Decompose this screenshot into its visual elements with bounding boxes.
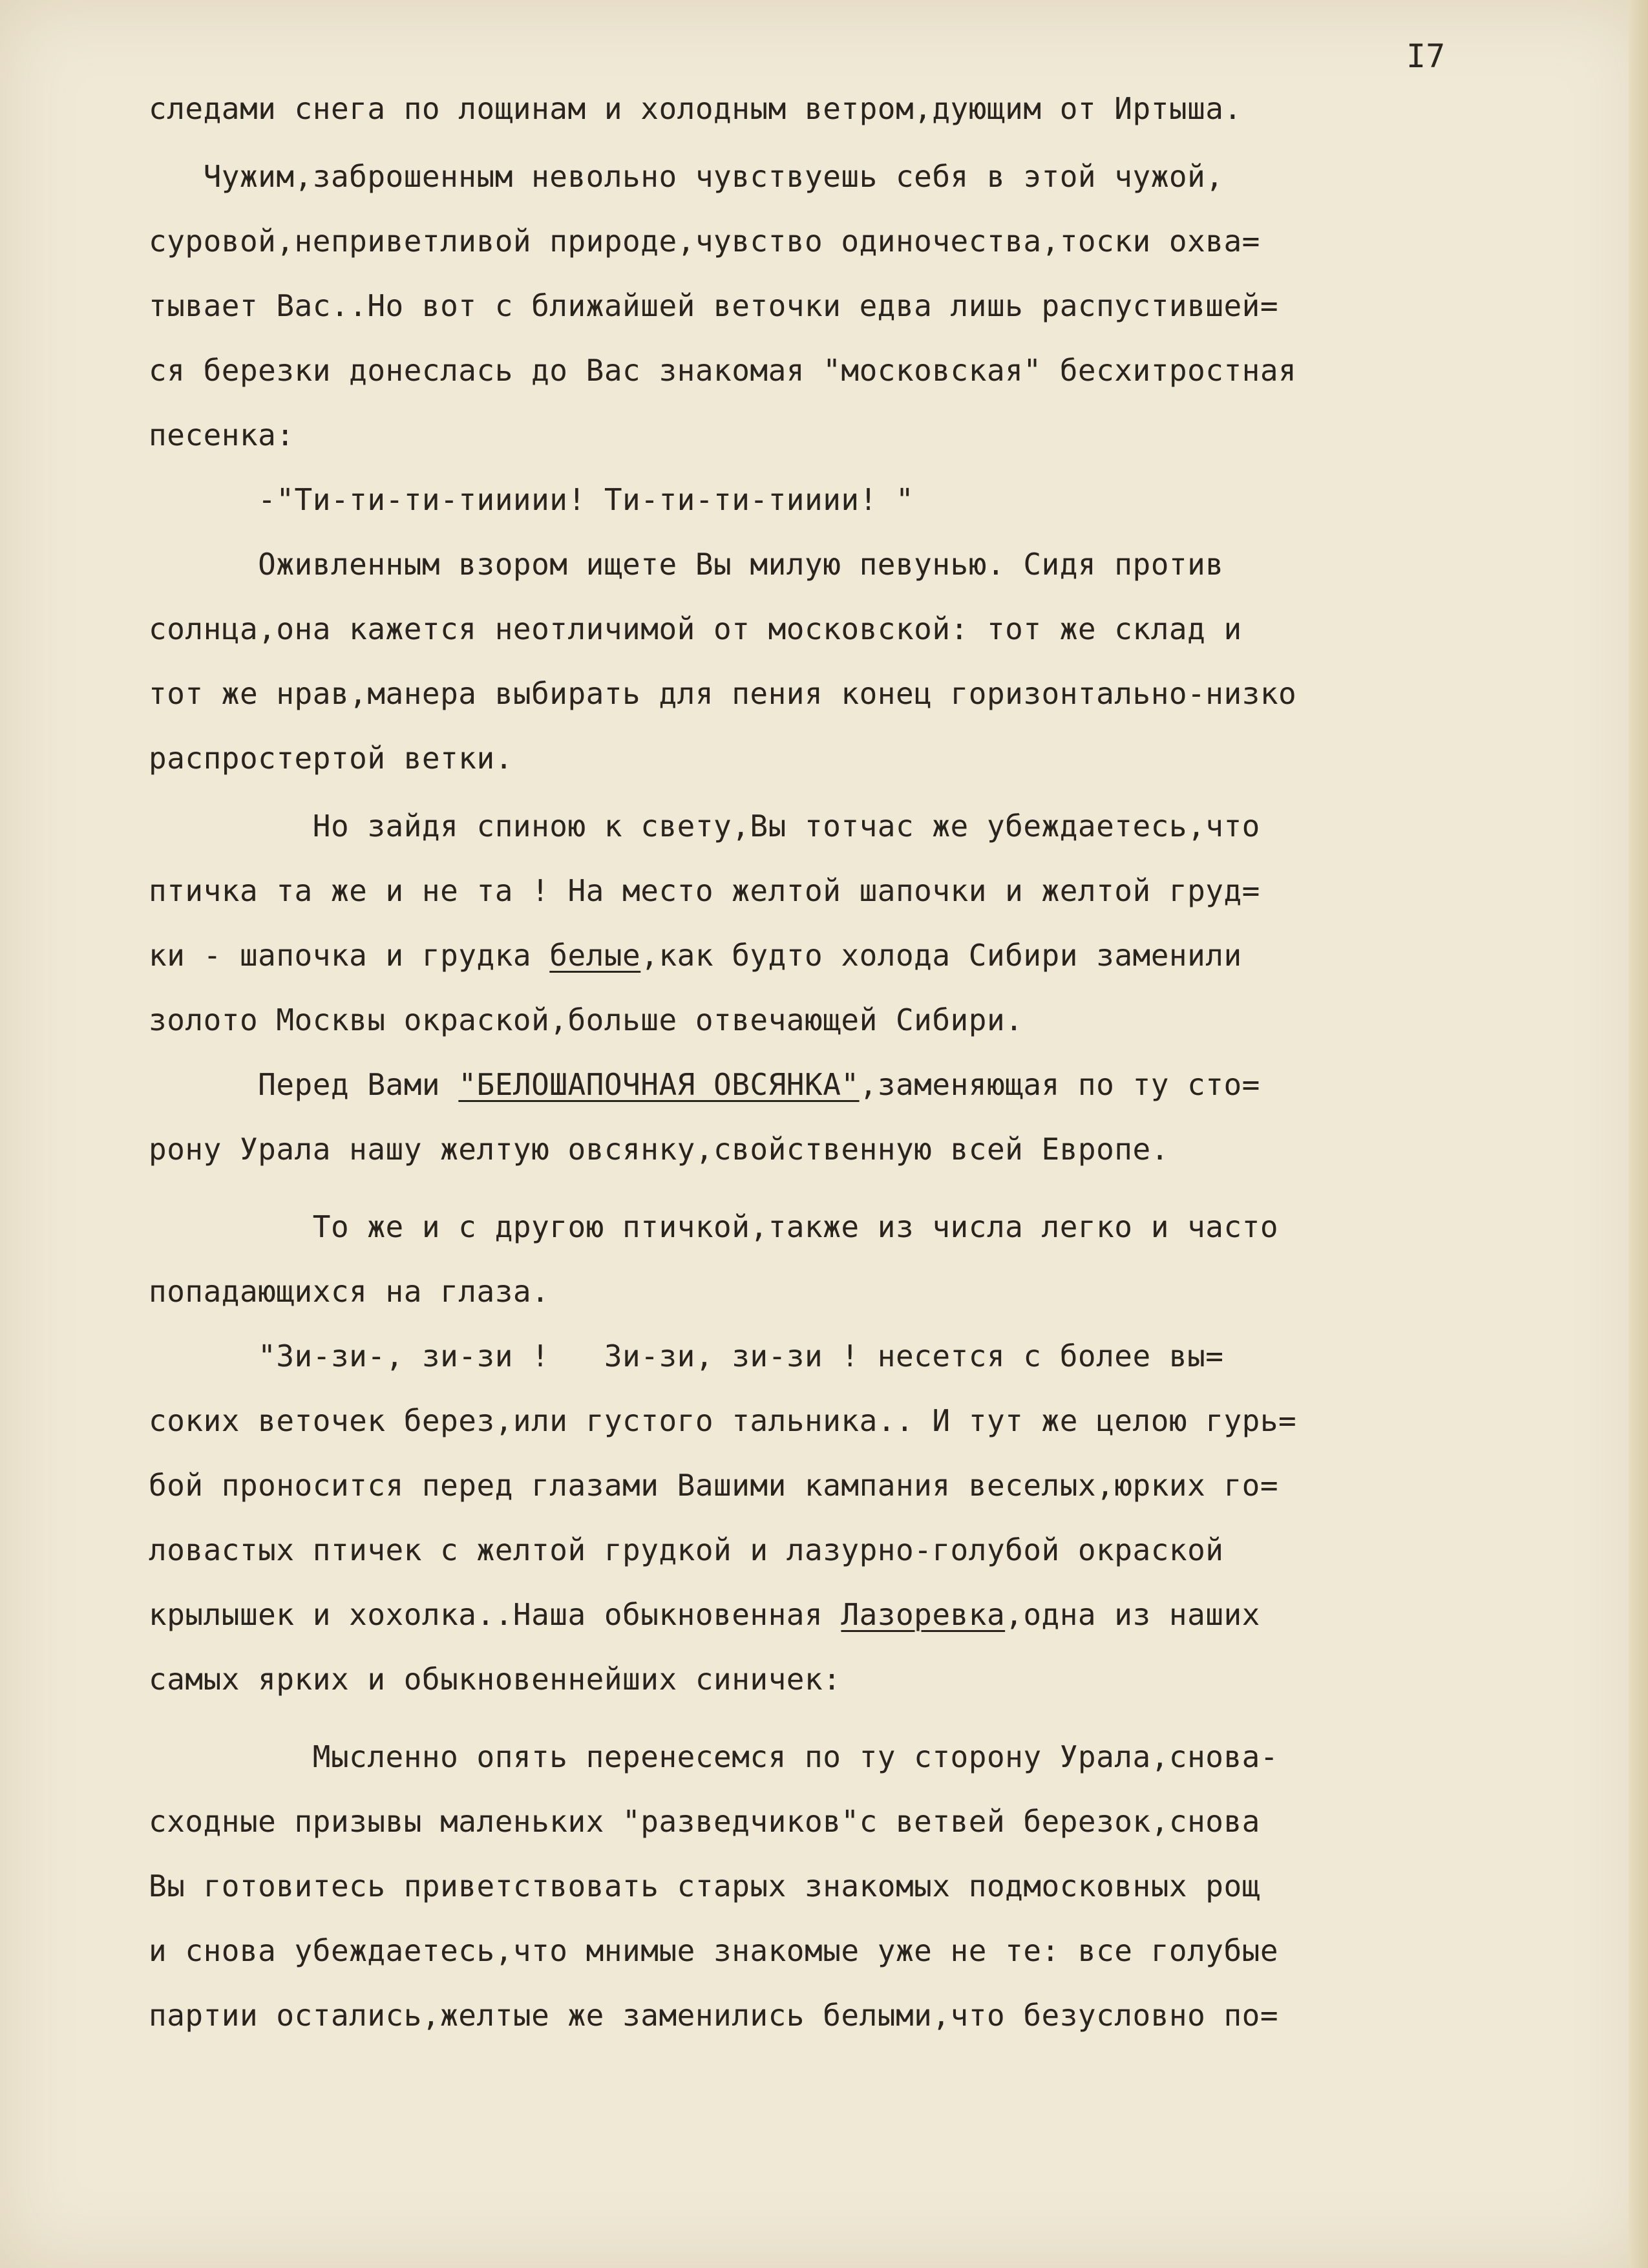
text-line-4: тывает Вас..Но вот с ближайшей веточки едва лишь распустившей= bbox=[149, 288, 1279, 323]
page-edge bbox=[1629, 0, 1648, 2268]
text-line-14: ки - шапочка и грудка белые,как будто холода Сибири заменили bbox=[149, 938, 1242, 973]
text-line-23: ловастых птичек с желтой грудкой и лазурно-голубой окраской bbox=[149, 1532, 1224, 1567]
text-line-29: и снова убеждаетесь,что мнимые знакомые уже не те: все голубые bbox=[149, 1933, 1279, 1968]
text-line-19: попадающихся на глаза. bbox=[149, 1274, 550, 1309]
text-line-15: золото Москвы окраской,больше отвечающей Сибири. bbox=[149, 1002, 1024, 1037]
text-line-25: самых ярких и обыкновеннейших синичек: bbox=[149, 1662, 841, 1697]
text-line-28: Вы готовитесь приветствовать старых знакомых подмосковных рощ bbox=[149, 1869, 1260, 1903]
text-line-16: Перед Вами "БЕЛОШАПОЧНАЯ ОВСЯНКА",заменяющая по ту сто= bbox=[149, 1067, 1260, 1102]
text-line-8: Оживленным взором ищете Вы милую певунью. Сидя против bbox=[149, 547, 1224, 582]
text-line-22: бой проносится перед глазами Вашими кампания веселых,юрких го= bbox=[149, 1468, 1279, 1503]
text-line-17: рону Урала нашу желтую овсянку,свойственную всей Европе. bbox=[149, 1132, 1169, 1167]
text-line-7: -"Ти-ти-ти-тиииии! Ти-ти-ти-тииии! " bbox=[149, 482, 914, 517]
text-line-18: То же и с другою птичкой,также из числа легко и часто bbox=[149, 1209, 1279, 1244]
text-line-5: ся березки донеслась до Вас знакомая "московская" бесхитростная bbox=[149, 353, 1297, 388]
underlined-bird-name: "БЕЛОШАПОЧНАЯ ОВСЯНКА" bbox=[458, 1067, 860, 1102]
text-line-2: Чужим,заброшенным невольно чувствуешь себя в этой чужой, bbox=[149, 159, 1224, 194]
text-line-26: Мысленно опять перенесемся по ту сторону Урала,снова- bbox=[149, 1739, 1279, 1774]
text-line-1: следами снега по лощинам и холодным ветром,дующим от Иртыша. bbox=[149, 91, 1242, 126]
text-line-20: "Зи-зи-, зи-зи ! Зи-зи, зи-зи ! несется с более вы= bbox=[149, 1339, 1224, 1373]
text-line-3: суровой,неприветливой природе,чувство одиночества,тоски охва= bbox=[149, 224, 1260, 259]
text-line-6: песенка: bbox=[149, 418, 295, 452]
text-line-27: сходные призывы маленьких "разведчиков"с ветвей березок,снова bbox=[149, 1804, 1260, 1839]
text-line-30: партии остались,желтые же заменились белыми,что безусловно по= bbox=[149, 1998, 1279, 2033]
text-line-10: тот же нрав,манера выбирать для пения конец горизонтально-низко bbox=[149, 676, 1297, 711]
text-line-12: Но зайдя спиною к свету,Вы тотчас же убеждаетесь,что bbox=[149, 809, 1260, 843]
text-line-13: птичка та же и не та ! На место желтой шапочки и желтой груд= bbox=[149, 873, 1260, 908]
underlined-word-belye: белые bbox=[549, 938, 641, 973]
page-number: I7 bbox=[1406, 37, 1446, 75]
text-line-21: соких веточек берез,или густого тальника.. И тут же целою гурь= bbox=[149, 1403, 1297, 1438]
text-line-11: распростертой ветки. bbox=[149, 741, 513, 776]
underlined-bird-lazorevka: Лазоревка bbox=[841, 1597, 1006, 1632]
text-line-24: крылышек и хохолка..Наша обыкновенная Лазоревка,одна из наших bbox=[149, 1597, 1260, 1632]
text-line-9: солнца,она кажется неотличимой от московской: тот же склад и bbox=[149, 611, 1242, 646]
